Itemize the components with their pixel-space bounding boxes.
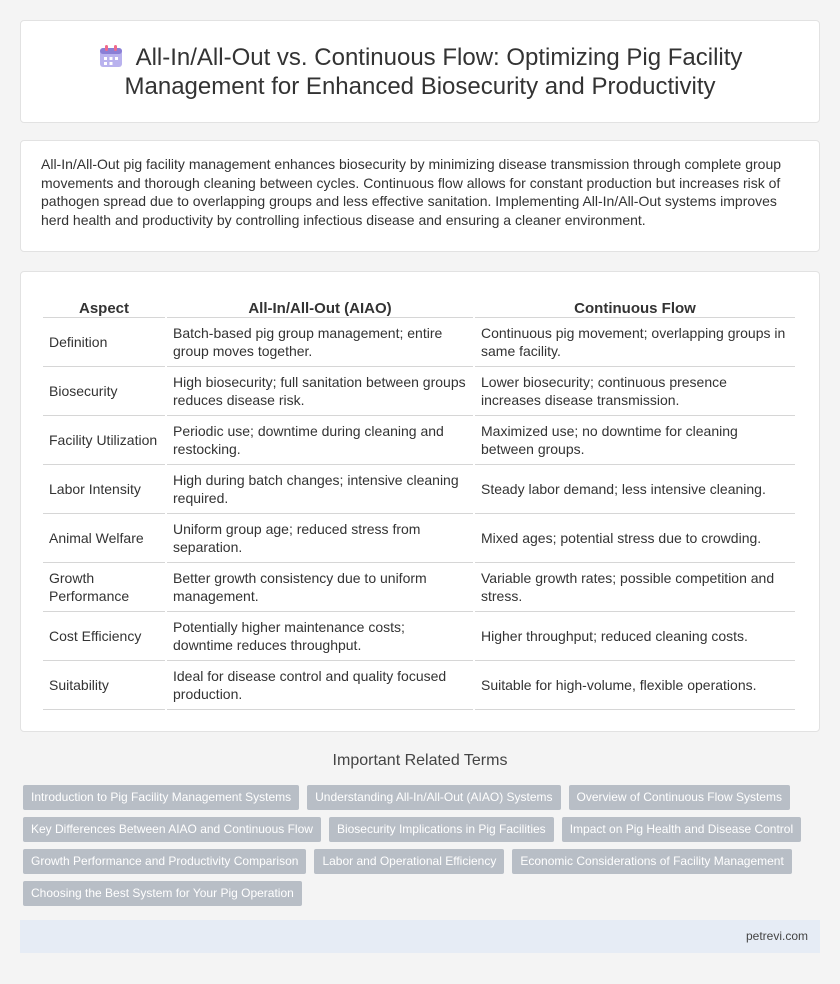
header-continuous-flow: Continuous Flow bbox=[475, 296, 795, 318]
cell-aspect: Cost Efficiency bbox=[43, 612, 165, 661]
cell-aiao: High during batch changes; intensive cleaning required. bbox=[167, 465, 473, 514]
cell-aspect: Labor Intensity bbox=[43, 465, 165, 514]
cell-continuous-flow: Lower biosecurity; continuous presence increases disease transmission. bbox=[475, 367, 795, 416]
page-title bbox=[51, 43, 789, 101]
cell-continuous-flow: Mixed ages; potential stress due to crowding. bbox=[475, 514, 795, 563]
cell-aiao: Potentially higher maintenance costs; downtime reduces throughput. bbox=[167, 612, 473, 661]
table-row bbox=[43, 563, 795, 612]
cell-aiao: Batch-based pig group management; entire group moves together. bbox=[167, 318, 473, 367]
related-term-tag[interactable]: Economic Considerations of Facility Management bbox=[512, 849, 791, 874]
comparison-table-card bbox=[20, 271, 820, 732]
footer bbox=[20, 920, 820, 953]
comparison-table bbox=[41, 296, 797, 710]
related-term-tag[interactable]: Impact on Pig Health and Disease Control bbox=[562, 817, 801, 842]
related-term-tag[interactable]: Biosecurity Implications in Pig Facilities bbox=[329, 817, 554, 842]
cell-aspect: Growth Performance bbox=[43, 563, 165, 612]
page-title-text: All-In/All-Out vs. Continuous Flow: Optimizing Pig Facility Management for Enhanced Biosecurity and Productivity bbox=[124, 43, 743, 100]
table-header-row bbox=[43, 296, 795, 318]
title-card bbox=[20, 20, 820, 123]
cell-aiao: Better growth consistency due to uniform management. bbox=[167, 563, 473, 612]
related-term-tag[interactable]: Choosing the Best System for Your Pig Operation bbox=[23, 881, 302, 906]
cell-continuous-flow: Suitable for high-volume, flexible operations. bbox=[475, 661, 795, 710]
cell-aspect: Definition bbox=[43, 318, 165, 367]
related-term-tag[interactable]: Understanding All-In/All-Out (AIAO) Systems bbox=[307, 785, 560, 810]
footer-site-link[interactable]: petrevi.com bbox=[745, 929, 808, 943]
related-term-tag[interactable]: Labor and Operational Efficiency bbox=[314, 849, 504, 874]
related-term-tag[interactable]: Introduction to Pig Facility Management Systems bbox=[23, 785, 299, 810]
cell-continuous-flow: Maximized use; no downtime for cleaning between groups. bbox=[475, 416, 795, 465]
cell-continuous-flow: Variable growth rates; possible competition and stress. bbox=[475, 563, 795, 612]
cell-aiao: Ideal for disease control and quality focused production. bbox=[167, 661, 473, 710]
related-terms-title: Important Related Terms bbox=[332, 752, 508, 769]
cell-continuous-flow: Higher throughput; reduced cleaning costs. bbox=[475, 612, 795, 661]
table-row bbox=[43, 514, 795, 563]
table-row bbox=[43, 661, 795, 710]
cell-aiao: High biosecurity; full sanitation between groups reduces disease risk. bbox=[167, 367, 473, 416]
related-term-tag[interactable]: Key Differences Between AIAO and Continuous Flow bbox=[23, 817, 321, 842]
cell-aiao: Uniform group age; reduced stress from separation. bbox=[167, 514, 473, 563]
table-row bbox=[43, 367, 795, 416]
cell-aspect: Facility Utilization bbox=[43, 416, 165, 465]
cell-aspect: Biosecurity bbox=[43, 367, 165, 416]
cell-aspect: Suitability bbox=[43, 661, 165, 710]
table-row bbox=[43, 318, 795, 367]
related-term-tag[interactable]: Overview of Continuous Flow Systems bbox=[569, 785, 790, 810]
intro-card bbox=[20, 140, 820, 252]
cell-aiao: Periodic use; downtime during cleaning and restocking. bbox=[167, 416, 473, 465]
related-term-tag[interactable]: Growth Performance and Productivity Comparison bbox=[23, 849, 306, 874]
cell-aspect: Animal Welfare bbox=[43, 514, 165, 563]
cell-continuous-flow: Continuous pig movement; overlapping groups in same facility. bbox=[475, 318, 795, 367]
calendar-icon bbox=[98, 43, 124, 69]
related-terms-list bbox=[23, 785, 823, 913]
table-row bbox=[43, 416, 795, 465]
intro-paragraph: All-In/All-Out pig facility management enhances biosecurity by minimizing disease transmission through complete group movements and thorough cleaning between cycles. Continuous flow allows for constant production but increases risk of pathogen spread due to overlapping groups and less effective sanitation. Implementing All-In/All-Out systems improves herd health and productivity by controlling infectious disease and ensuring a cleaner environment. bbox=[41, 156, 782, 228]
header-aiao: All-In/All-Out (AIAO) bbox=[167, 296, 473, 318]
table-row bbox=[43, 465, 795, 514]
table-row bbox=[43, 612, 795, 661]
cell-continuous-flow: Steady labor demand; less intensive cleaning. bbox=[475, 465, 795, 514]
header-aspect: Aspect bbox=[43, 296, 165, 318]
